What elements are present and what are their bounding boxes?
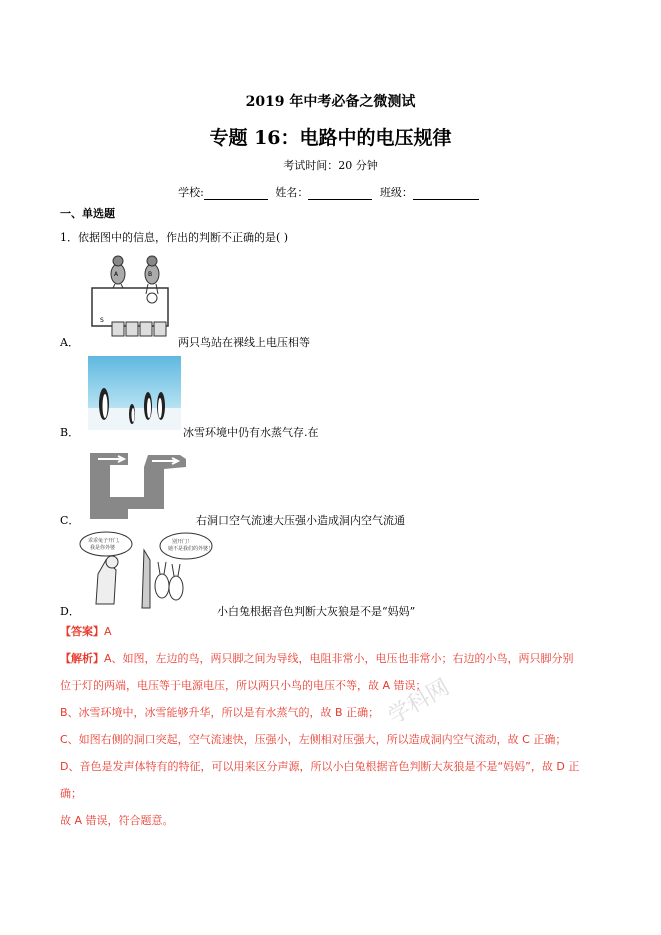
analysis-tag: 【解析】 [60,652,104,665]
analysis-line: B、冰雪环境中，冰雪能够升华，所以是有水蒸气的，故 B 正确； [60,706,380,719]
student-info-line [0,184,661,200]
figure-d-wolf-rabbits [76,530,216,610]
svg-text:别开门！: 别开门！ [172,539,193,545]
bird-a-label: A [114,271,119,278]
analysis-line: C、如图右侧的洞口突起，空气流速快，压强小，左侧相对压强大，所以造成洞内空气流动，故 C 正确； [60,733,567,746]
analysis-line: 位于灯的两端，电压等于电源电压，所以两只小鸟的电压不等，故 A 错误； [60,679,427,692]
class-blank [413,188,479,200]
answer-value: A [104,625,112,638]
topic-title: 专题 16：电路中的电压规律 [209,127,452,149]
school-label: 学校: [178,186,204,199]
option-d-label: D． [60,605,80,618]
switch-label: S [100,317,104,324]
option-c-label: C． [60,514,80,527]
option-d-text: 小白兔根据音色判断大灰狼是不是“妈妈” [217,605,416,618]
analysis-line: D、音色是发声体特有的特征，可以用来区分声源，所以小白兔根据音色判断大灰狼是不是“妈妈”，故 D 正 [60,760,580,773]
option-b-label: B． [60,426,80,439]
analysis-line: 【解析】A、如图，左边的鸟，两只脚之间为导线，电阻非常小，电压也非常小；右边的小鸟，两只脚分别 [60,652,574,665]
speech-bubble-left [80,532,132,556]
svg-text:我是你外婆: 我是你外婆 [90,545,116,551]
svg-text:她不是我们的外婆！: 她不是我们的外婆！ [168,546,214,552]
question-stem: 1．依据图中的信息，作出的判断不正确的是( ) [60,231,289,244]
analysis-block [60,645,620,834]
door-icon [142,550,150,608]
class-label: 班级： [379,186,413,199]
bird-b-label: B [148,271,153,278]
figure-b-penguins [88,356,181,430]
analysis-line: 确； [60,787,82,800]
svg-text:乖乖兔子开门，: 乖乖兔子开门， [88,538,124,544]
school-blank [204,188,268,200]
name-blank [308,188,372,200]
option-c-text: 右洞口空气流速大压强小造成洞内空气流通 [196,514,405,527]
answer-tag: 【答案】 [60,625,104,638]
name-label: 姓名： [275,186,309,199]
figure-a-circuit-birds [88,250,174,342]
lamp-icon [147,293,157,303]
exam-time: 考试时间：20 分钟 [283,159,378,172]
watermark: 学科网 [384,674,454,730]
section-title: 一、单选题 [60,207,115,220]
option-b-text: 冰雪环境中仍有水蒸气存.在 [183,426,319,439]
exam-series-title: 2019 年中考必备之微测试 [245,94,416,110]
option-a-text: 两只鸟站在裸线上电压相等 [178,336,310,349]
answer-line [60,618,112,645]
option-a-label: A． [60,336,79,349]
battery-icon [112,322,166,336]
figure-c-burrow-airflow [88,447,194,519]
analysis-line: 故 A 错误，符合题意。 [60,814,174,827]
